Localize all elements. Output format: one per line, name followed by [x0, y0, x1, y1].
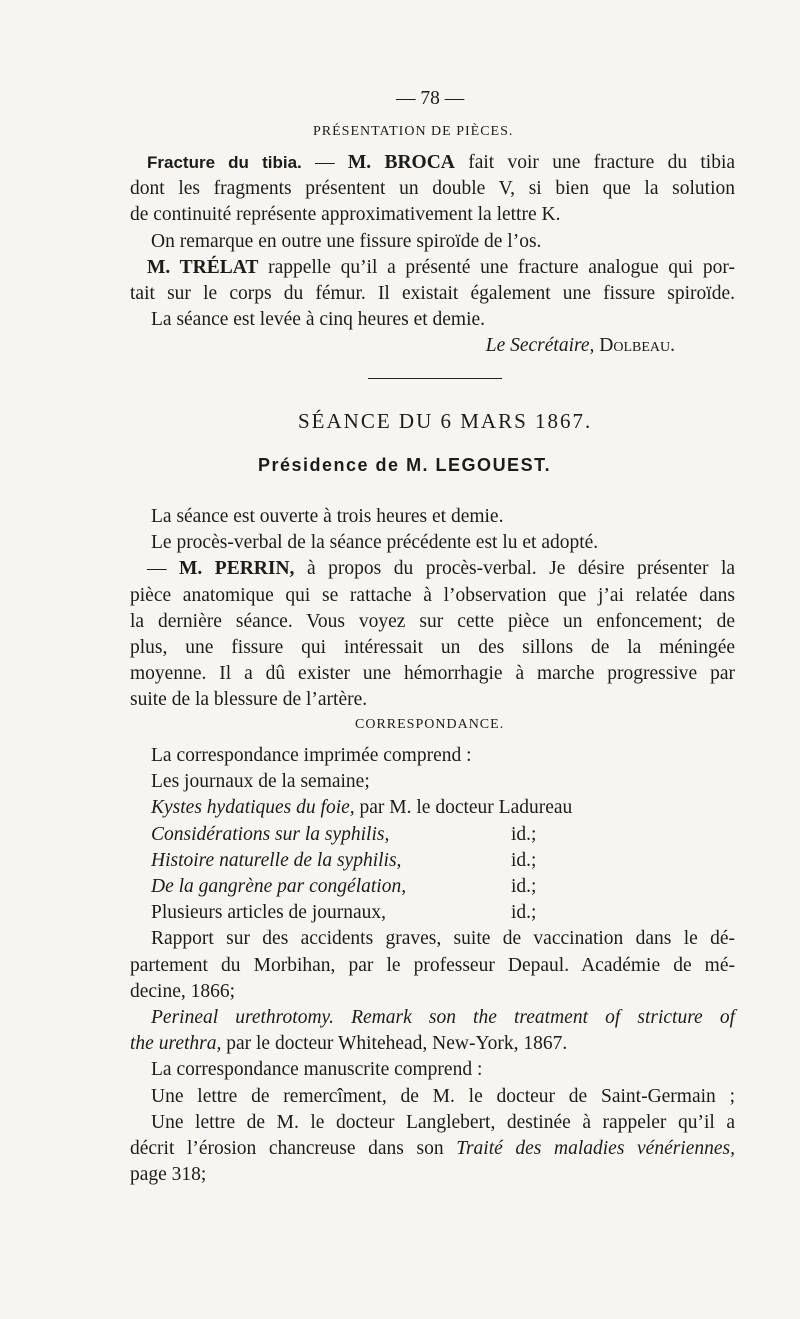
lettre-langlebert-line-2: décrit l’érosion chancreuse dans son Traité des maladies vénériennes,: [130, 1138, 736, 1160]
speaker-trelat: M. TRÉLAT: [147, 256, 259, 278]
proces-verbal-line: Le procès-verbal de la séance précédente est lu et adopté.: [151, 532, 599, 554]
lettre-remerciment: Une lettre de remercîment, de M. le docteur de Saint-Germain ;: [151, 1085, 735, 1107]
trelat-line-2: tait sur le corps du fémur. Il existait également une fissure spiroïde.: [130, 283, 735, 305]
trelat-line-1: M. TRÉLAT rappelle qu’il a présenté une fracture analogue qui por-: [147, 256, 736, 278]
section-heading-presentation: PRÉSENTATION DE PIÈCES.: [313, 124, 514, 139]
perrin-line-6: suite de la blessure de l’artère.: [130, 689, 368, 711]
correspondance-heading: CORRESPONDANCE.: [355, 717, 505, 732]
perrin-line-4: plus, une fissure qui intéressait un des sillons de la méningée: [130, 637, 735, 659]
speaker-perrin: M. PERRIN,: [179, 558, 295, 580]
perineal-line-1: Perineal urethrotomy. Remark son the treatment of stricture of: [151, 1007, 735, 1029]
fracture-paragraph-line-3: de continuité représente approximativement la lettre K.: [130, 204, 561, 226]
perrin-line-3: la dernière séance. Vous voyez sur cette pièce un enfoncement; de: [130, 610, 735, 632]
seance-open-line: La séance est ouverte à trois heures et demie.: [151, 506, 504, 527]
signature-name: Dolbeau.: [599, 335, 675, 357]
fissure-line: On remarque en outre une fissure spiroïde de l’os.: [151, 230, 542, 252]
page-number: — 78 —: [396, 88, 465, 109]
corr-imprimee-line: La correspondance imprimée comprend :: [151, 745, 472, 766]
seance-levee-line: La séance est levée à cinq heures et demie.: [151, 309, 486, 331]
signature: [130, 333, 735, 359]
perrin-line-1: — M. PERRIN, à propos du procès-verbal. Je désire présenter la: [147, 558, 736, 580]
journaux-line: Les journaux de la semaine;: [151, 771, 370, 793]
signature-role: Le Secrétaire,: [485, 335, 595, 357]
presidence-line: Présidence de M. LEGOUEST.: [258, 455, 552, 475]
kystes-line: Kystes hydatiques du foie, par M. le docteur Ladureau: [151, 797, 573, 819]
item-histoire: Histoire naturelle de la syphilis, id.;: [151, 849, 537, 871]
item-gangrene: De la gangrène par congélation, id.;: [151, 876, 537, 898]
correspondance-body: [130, 743, 735, 1188]
fracture-paragraph-line-2: dont les fragments présentent un double V, si bien que la solution: [130, 178, 735, 200]
fracture-label: Fracture du tibia.: [147, 153, 302, 172]
item-considerations: Considérations sur la syphilis, id.;: [151, 823, 537, 845]
fracture-paragraph-line-1: Fracture du tibia. — M. BROCA fait voir une fracture du tibia: [147, 152, 736, 173]
manuscrite-line: La correspondance manuscrite comprend :: [151, 1059, 483, 1081]
section-presentation-body: [130, 150, 735, 360]
perineal-line-2: the urethra, par le docteur Whitehead, New-York, 1867.: [130, 1033, 568, 1055]
speaker-broca: M. BROCA: [347, 152, 455, 173]
seance-title: SÉANCE DU 6 MARS 1867.: [298, 409, 593, 433]
lettre-langlebert-line-3: page 318;: [130, 1164, 207, 1186]
lettre-langlebert-line-1: Une lettre de M. le docteur Langlebert, destinée à rappeler qu’il a: [151, 1111, 735, 1133]
perrin-line-2: pièce anatomique qui se rattache à l’observation que j’ai relatée dans: [130, 584, 735, 606]
rapport-line-2: partement du Morbihan, par le professeur Depaul. Académie de mé-: [130, 954, 735, 976]
rapport-line-1: Rapport sur des accidents graves, suite de vaccination dans le dé-: [151, 928, 735, 950]
section-divider: [368, 378, 502, 379]
perrin-line-5: moyenne. Il a dû exister une hémorrhagie à marche progressive par: [130, 663, 735, 685]
traite-title: Traité des maladies vénériennes,: [456, 1138, 736, 1160]
item-articles: Plusieurs articles de journaux, id.;: [151, 902, 537, 924]
kystes-title: Kystes hydatiques du foie,: [151, 797, 355, 819]
seance-body: [130, 504, 735, 714]
rapport-line-3: decine, 1866;: [130, 980, 236, 1002]
